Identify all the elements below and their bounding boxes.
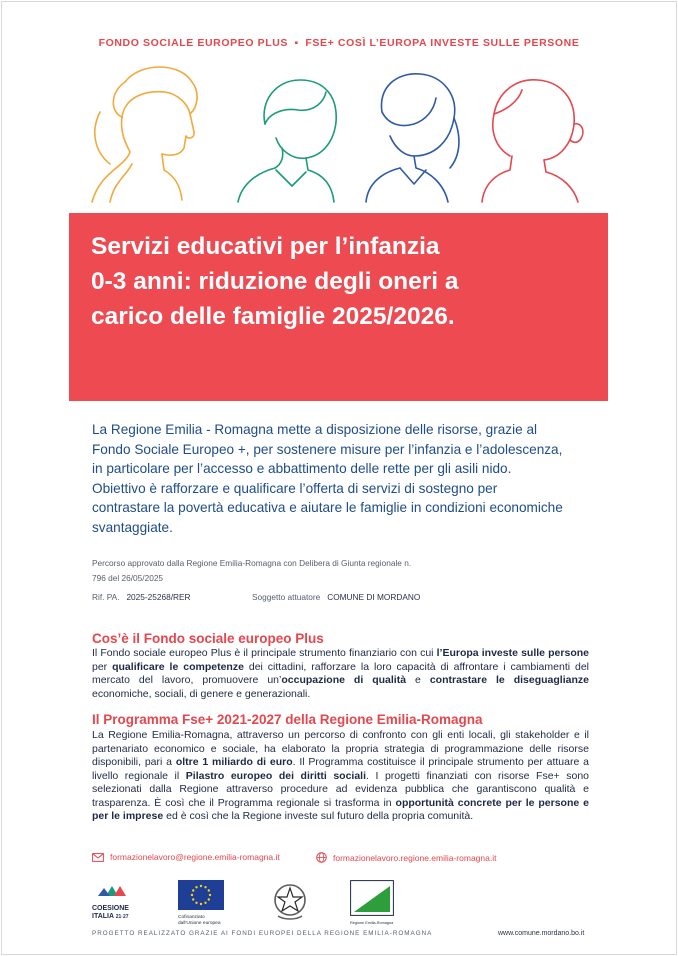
intro-line: La Regione Emilia - Romagna mette a disposizione delle risorse, grazie al (92, 422, 538, 437)
eu-star-icon (191, 894, 193, 896)
coesione-italia-logo (92, 882, 142, 926)
eu-flag-icon (178, 880, 224, 910)
approval-line-2: 796 del 26/05/2025 (92, 573, 164, 583)
section1-text: economiche, sociali, di genere e generazionali. (92, 687, 311, 700)
person-orange-icon (92, 67, 197, 202)
eu-star-icon (204, 886, 206, 888)
intro-line: contrastare la povertà educativa e aiutare le famiglie in condizioni economiche (92, 500, 563, 515)
eu-star-icon (200, 885, 202, 887)
eu-star-icon (208, 898, 210, 900)
italian-republic-emblem (270, 880, 310, 929)
intro-line: svantaggiate. (92, 519, 173, 535)
website-link[interactable]: formazionelavoro.regione.emilia-romagna.it (333, 852, 497, 863)
section2-bold: opportunità concrete per le persone e per le imprese (92, 796, 589, 822)
soggetto-attuatore (252, 592, 420, 602)
section2-body (92, 729, 589, 824)
eu-star-icon (195, 886, 197, 888)
eu-star-icon (208, 889, 210, 891)
email-link[interactable]: formazionelavoro@regione.emilia-romagna.it (110, 852, 280, 862)
section2-title: Il Programma Fse+ 2021-2027 della Regione Emilia-Romagna (92, 712, 483, 727)
section2-text: . Il Programma costituisce il principale strumento per attuare a livello regionale il (92, 756, 589, 782)
person-blue-icon (366, 74, 459, 202)
eu-star-icon (195, 902, 197, 904)
title-line: Servizi educativi per l’infanzia (91, 233, 440, 260)
mail-icon (92, 853, 104, 862)
section1-bold: contrastare le diseguaglianze (429, 674, 589, 686)
section1-text: Il Fondo sociale europeo Plus è il principale strumento finanziario con cui (92, 647, 437, 659)
soggetto-label: Soggetto attuatore (252, 592, 321, 602)
section2-text: La Regione Emilia-Romagna, attraverso un percorso di confronto con gli enti locali, gli stakeholder e il partenariato economico e sociale, ha elaborato la propria strategia di programmazione delle risorse disponibili, pari a (92, 729, 589, 768)
region-caption: Regione Emilia-Romagna (350, 921, 394, 925)
header-fse-short: FSE+ (305, 37, 335, 49)
republic-star-emblem-icon (270, 880, 310, 924)
section2-text: ed è così che la Regione investe sul futuro della propria comunità. (163, 810, 474, 822)
intro-line: Obiettivo è rafforzare e qualificare l’offerta di servizi di sostegno per (92, 480, 498, 496)
title-line: 0-3 anni: riduzione degli oneri a (91, 268, 459, 295)
eu-star-icon (192, 889, 194, 891)
soggetto-value: COMUNE DI MORDANO (327, 592, 421, 602)
section1-bold: qualificare le competenze (112, 660, 244, 673)
eu-star-icon (209, 894, 211, 896)
globe-icon (316, 852, 327, 863)
section1-text: per (92, 660, 113, 673)
section2-bold: Pilastro europeo dei diritti sociali (185, 769, 367, 782)
rif-label: Rif. PA. (92, 592, 120, 602)
approval-line-1: Percorso approvato dalla Regione Emilia-Romagna con Delibera di Giunta regionale n. (92, 558, 412, 568)
header-separator: ▪ (294, 37, 299, 49)
eu-star-icon (200, 903, 202, 905)
footer-url[interactable]: www.comune.mordano.bo.it (498, 930, 585, 937)
rif-pa (92, 592, 191, 602)
footer-note: PROGETTO REALIZZATO GRAZIE AI FONDI EUROPEI DELLA REGIONE EMILIA-ROMAGNA (92, 930, 433, 937)
rif-value: 2025-25268/RER (126, 592, 191, 602)
eu-star-icon (204, 902, 206, 904)
logos-row (92, 880, 592, 928)
section1-body (92, 647, 589, 701)
eu-caption: Cofinanziato dall'Unione europea (178, 915, 221, 926)
section1-text: e (406, 674, 430, 686)
contact-email[interactable] (92, 852, 280, 862)
coesione-text: COESIONE ITALIA 21·27 (92, 905, 129, 920)
section2-bold: oltre 1 miliardo di euro (175, 756, 293, 768)
section1-text: dei cittadini, rafforzare la loro capacità di affrontare i cambiamenti del mercato del lavoro, promuovere un’ (92, 660, 590, 686)
contact-website[interactable] (316, 852, 496, 863)
section1-bold: l’Europa investe sulle persone (436, 647, 589, 659)
four-people-line-illustration (70, 52, 610, 217)
person-red-icon (482, 80, 583, 202)
header-tagline (0, 37, 678, 49)
section1-title: Cos’è il Fondo sociale europeo Plus (92, 631, 324, 646)
section2-text: . I progetti finanziati con risorse Fse+ sono selezionati dalla Regione attraverso procedure ad evidenza pubblica che garantiscono qualità e trasparenza. È così che il Programma regionale si trasforma in (92, 769, 589, 809)
header-fse-plus: FONDO SOCIALE EUROPEO PLUS (98, 37, 289, 49)
regione-emilia-romagna-logo (350, 880, 394, 925)
header-slogan: COSÌ L’EUROPA INVESTE SULLE PERSONE (337, 37, 580, 49)
title-banner (69, 213, 608, 401)
intro-line: Fondo Sociale Europeo +, per sostenere misure per l’infanzia e l’adolescenza, (92, 441, 563, 457)
eu-star-icon (192, 898, 194, 900)
person-green-icon (238, 80, 336, 202)
intro-line: in particolare per l’accesso e abbattimento delle rette per gli asili nido. (92, 461, 512, 476)
title-line: carico delle famiglie 2025/2026. (91, 303, 455, 330)
coesione-arrows-icon (92, 882, 142, 900)
intro-paragraph (92, 420, 602, 537)
section1-bold: occupazione di qualità (281, 674, 407, 686)
regione-er-icon (350, 880, 394, 916)
eu-cofinanced-logo (178, 880, 224, 927)
